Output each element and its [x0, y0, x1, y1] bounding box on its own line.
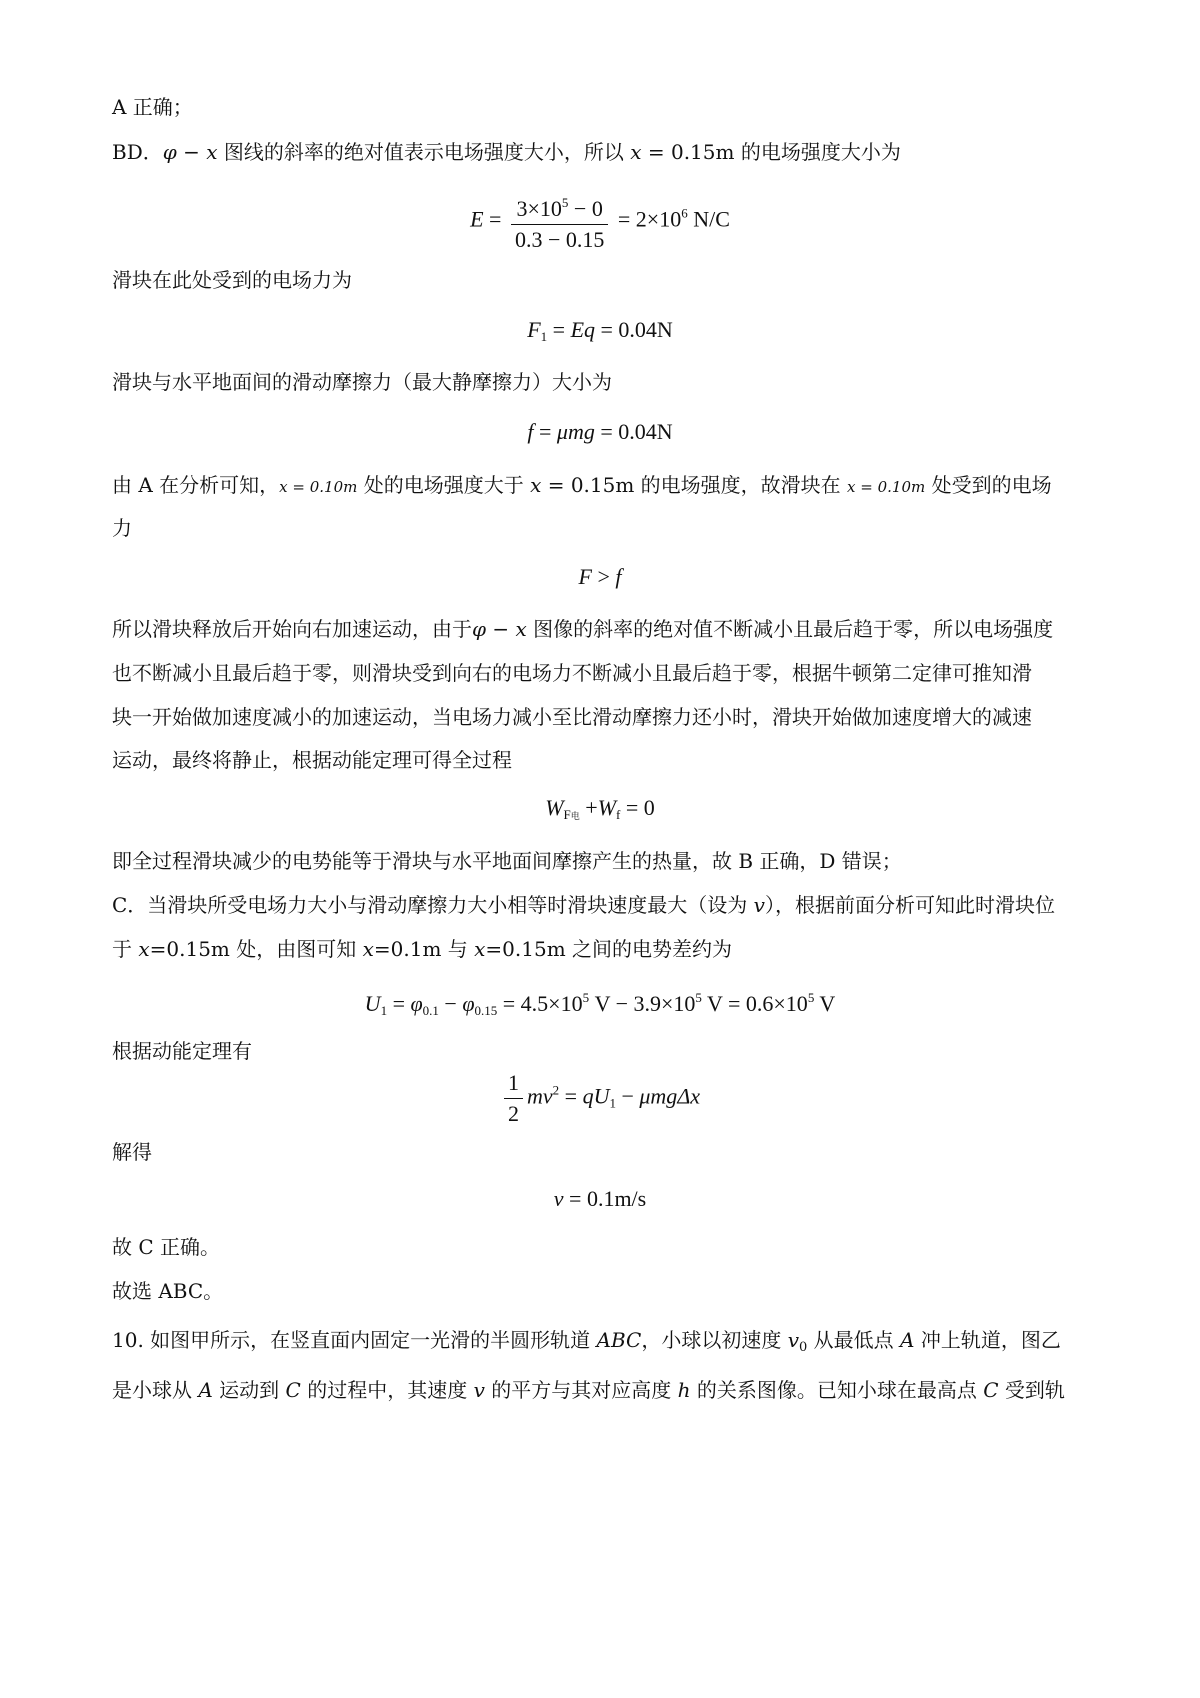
text-span: 力 — [112, 516, 132, 540]
text-line — [112, 1232, 1102, 1262]
text-span: 的电场强度，故滑块在 — [634, 473, 848, 497]
sub-electric: 电 — [570, 811, 580, 821]
text-span: 块一开始做加速度减小的加速运动，当电场力减小至比滑动摩擦力还小时，滑块开始做加速度增大的减速 — [112, 705, 1032, 729]
subscript: 1 — [380, 1003, 388, 1018]
symbol-mv: mv — [526, 1083, 553, 1109]
question-10-line — [112, 1375, 1102, 1405]
text-line — [112, 846, 1102, 876]
text-span: 是小球从 — [112, 1378, 199, 1402]
text-line — [112, 614, 1102, 644]
symbol-F: F — [527, 317, 541, 342]
symbol-phi: φ — [410, 991, 423, 1016]
symbol-delta-x: Δx — [677, 1083, 700, 1109]
answer-a-correct: A 正确； — [112, 95, 193, 119]
minus: − — [438, 991, 463, 1016]
exponent: 5 — [582, 990, 590, 1005]
fraction — [511, 188, 608, 255]
symbol-C: C — [983, 1378, 999, 1402]
text-line — [112, 1137, 1102, 1167]
text-span: =0.1m 与 — [373, 937, 475, 961]
exponent: 5 — [807, 990, 815, 1005]
text-span: 冲上轨道，图乙 — [914, 1328, 1061, 1352]
text-span: 图像的斜率的绝对值不断减小且最后趋于零，所以电场强度 — [526, 617, 1054, 641]
symbol-Eq: Eq — [570, 317, 596, 342]
symbol-v: v — [553, 1186, 564, 1211]
rhs: = 2×10 — [612, 206, 682, 232]
var-x: x — [530, 473, 542, 497]
text-line — [112, 1276, 1102, 1306]
option-label: BD． — [112, 140, 163, 164]
denominator: 2 — [507, 1101, 519, 1126]
subscript — [564, 807, 580, 822]
var-x-value: x = 0.10m — [847, 478, 926, 496]
text-span: 故 C 正确。 — [112, 1235, 221, 1259]
var-x-value: x = 0.10m — [279, 478, 358, 496]
equation-velocity — [0, 1183, 1200, 1215]
subscript: 0.15 — [474, 1003, 498, 1018]
text-line — [112, 137, 1102, 167]
symbol-qU: qU — [582, 1083, 610, 1109]
unit: V — [814, 991, 836, 1016]
text-span: 处受到的电场 — [925, 473, 1052, 497]
num-part: 3×10 — [516, 196, 562, 221]
num-part: − 0 — [568, 196, 603, 221]
subscript: f — [616, 807, 621, 822]
text-span: =0.15m 处，由图可知 — [149, 937, 363, 961]
exponent: 5 — [561, 195, 569, 210]
greater-than: > — [591, 564, 616, 589]
subscript: 1 — [540, 329, 548, 344]
var-x: x — [630, 140, 642, 164]
equation-potential-difference — [0, 982, 1200, 1027]
symbol-v0: v — [787, 1328, 800, 1352]
text-span: 运动到 — [212, 1378, 286, 1402]
text-line — [112, 934, 1102, 964]
exponent: 5 — [695, 990, 702, 1005]
plus: + — [579, 795, 598, 820]
symbol-mumg: μmg — [639, 1083, 678, 1109]
text-span: ，小球以初速度 — [641, 1328, 788, 1352]
symbol-A: A — [198, 1378, 213, 1402]
equation-friction — [0, 416, 1200, 448]
symbol-W: W — [597, 795, 617, 820]
value: = 0.04N — [595, 317, 673, 342]
text-span: 滑块与水平地面间的滑动摩擦力（最大静摩擦力）大小为 — [112, 370, 612, 394]
value: = 0.04N — [594, 419, 673, 444]
text-span: = 0.15m — [541, 473, 635, 497]
symbol-A: A — [900, 1328, 915, 1352]
text-span: 受到轨 — [998, 1378, 1065, 1402]
value: V = 0.6×10 — [701, 991, 808, 1016]
sub-F: F — [563, 807, 571, 822]
equals: = — [559, 1083, 583, 1109]
equation-work — [0, 792, 1200, 832]
text-span: 的关系图像。已知小球在最高点 — [690, 1378, 984, 1402]
text-span: 滑块在此处受到的电场力为 — [112, 268, 352, 292]
exponent: 6 — [681, 205, 688, 221]
symbol-h: h — [677, 1378, 691, 1402]
var-x: x — [362, 937, 374, 961]
text-span: 故选 ABC。 — [112, 1279, 224, 1303]
symbol-F: F — [578, 564, 592, 589]
equation-electric-force — [0, 314, 1200, 353]
text-span: ），根据前面分析可知此时滑块位 — [764, 893, 1055, 917]
value: = 4.5×10 — [497, 991, 583, 1016]
numerator: 1 — [504, 1068, 523, 1099]
symbol-v: v — [473, 1378, 485, 1402]
question-10-line — [112, 1325, 1102, 1363]
symbol-E: E — [470, 206, 484, 232]
text-span: = 0.15m — [641, 140, 735, 164]
value: = 0.1m/s — [563, 1186, 647, 1211]
text-span: 即全过程滑块减少的电势能等于滑块与水平地面间摩擦产生的热量，故 B 正确，D 错误； — [112, 849, 902, 873]
value: V − 3.9×10 — [589, 991, 696, 1016]
text-line — [112, 745, 1102, 775]
text-line — [112, 513, 1102, 543]
equals: = — [387, 991, 411, 1016]
phi-x-symbol: φ − x — [472, 617, 527, 641]
text-span: 10. 如图甲所示，在竖直面内固定一光滑的半圆形轨道 — [112, 1328, 597, 1352]
subscript: 0 — [799, 1340, 808, 1355]
symbol-C: C — [285, 1378, 301, 1402]
var-v: v — [753, 893, 765, 917]
symbol-ABC: ABC — [596, 1328, 642, 1352]
symbol-mumg: μmg — [556, 419, 595, 444]
equation-kinetic-energy — [0, 1068, 1200, 1129]
text-line — [112, 367, 1102, 397]
text-line — [112, 265, 1102, 295]
symbol-f: f — [527, 419, 534, 444]
denominator: 0.3 − 0.15 — [514, 227, 605, 252]
phi-x-symbol: φ − x — [162, 140, 218, 164]
text-line — [112, 890, 1102, 920]
text-span: 也不断减小且最后趋于零，则滑块受到向右的电场力不断减小且最后趋于零，根据牛顿第二定律可推知滑 — [112, 661, 1032, 685]
var-x: x — [474, 937, 486, 961]
equation-field-strength — [0, 188, 1200, 255]
text-span: C．当滑块所受电场力大小与滑动摩擦力大小相等时滑块速度最大（设为 — [112, 893, 754, 917]
text-span: 根据动能定理有 — [112, 1039, 252, 1063]
text-span: =0.15m 之间的电势差约为 — [485, 937, 733, 961]
subscript: 0.1 — [422, 1003, 439, 1018]
equation-inequality — [0, 561, 1200, 593]
value: = 0 — [620, 795, 655, 820]
fraction — [504, 1068, 523, 1129]
equals: = — [533, 419, 557, 444]
text-span: 处的电场强度大于 — [357, 473, 531, 497]
text-span: 的过程中，其速度 — [300, 1378, 474, 1402]
text-line — [112, 470, 1102, 502]
unit: N/C — [687, 206, 730, 232]
equals: = — [483, 206, 507, 232]
text-line — [112, 702, 1102, 732]
symbol-f: f — [615, 564, 622, 589]
text-span: 图线的斜率的绝对值表示电场强度大小，所以 — [217, 140, 631, 164]
text-span: 于 — [112, 937, 139, 961]
symbol-W: W — [545, 795, 564, 820]
exponent: 2 — [552, 1082, 560, 1098]
text-span: 解得 — [112, 1140, 152, 1164]
symbol-U: U — [364, 991, 381, 1016]
text-line — [112, 1036, 1102, 1066]
numerator — [511, 188, 608, 225]
text-span: 的平方与其对应高度 — [484, 1378, 678, 1402]
symbol-phi: φ — [462, 991, 475, 1016]
equals: = — [547, 317, 571, 342]
text-span: 所以滑块释放后开始向右加速运动，由于 — [112, 617, 472, 641]
text-span: 运动，最终将静止，根据动能定理可得全过程 — [112, 748, 512, 772]
text-line — [112, 658, 1102, 688]
var-x: x — [138, 937, 150, 961]
text-span: 由 A 在分析可知， — [112, 473, 280, 497]
subscript: 1 — [609, 1095, 616, 1111]
text-span: 的电场强度大小为 — [734, 140, 901, 164]
text-span: 从最低点 — [807, 1328, 901, 1352]
minus: − — [615, 1083, 640, 1109]
text-line — [112, 92, 1102, 122]
